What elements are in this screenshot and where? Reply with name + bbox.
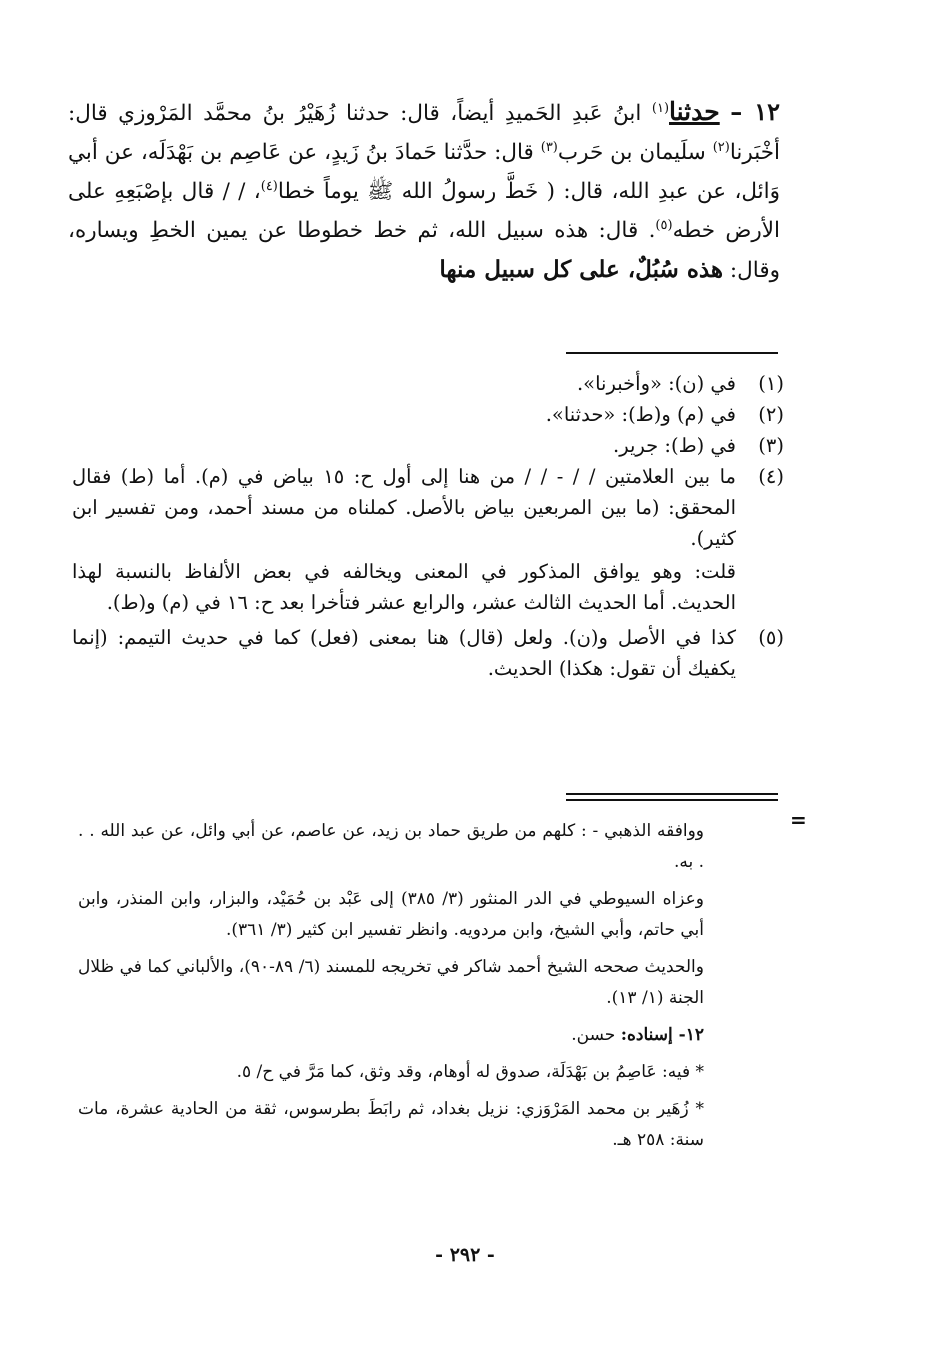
footnote-text: كذا في الأصل و(ن). ولعل (قال) هنا بمعنى (فعل) كما في حديث التيمم: (إنما يكفيك أن تقول: هكذا) الحديث. xyxy=(72,626,736,680)
footnote-3 xyxy=(72,430,784,461)
footnote-text-continued: قلت: وهو يوافق المذكور في المعنى ويخالفه في بعض الألفاظ بالنسبة لهذا الحديث. أما الحديث الثالث عشر، والرابع عشر فتأخرا بعد ح: ١٦ في (م) و(ط). xyxy=(72,560,736,614)
footnote-text: في (ن): «وأخبرنا». xyxy=(576,372,736,395)
hadith-segment-1: ابنُ عَبدِ الحَميدِ أيضاً، قال: حدثنا زُهَيْرُ بنُ محمَّد المَرْوزي قال: أخْبَرنا xyxy=(68,101,781,165)
narrator-note: * فيه: عَاصِمُ بن بَهْدَلَة، صدوق له أوهام، وقد وثق، كما مَرَّ في ح/ ٥. xyxy=(236,1062,704,1082)
isnad-grade: حسن. xyxy=(571,1025,621,1045)
hadith-segment-4: ، / / قال بإصْبَعِهِ على الأرض خطه xyxy=(68,179,780,243)
continuation-mark: = xyxy=(790,808,807,832)
footnote-marker-3[interactable]: (٣) xyxy=(540,139,558,155)
page-number: - ٢٩٢ - xyxy=(435,1244,495,1266)
footnote-marker-2[interactable]: (٢) xyxy=(712,139,730,155)
footnote-4 xyxy=(72,461,784,618)
footnote-text: في (ط): جرير. xyxy=(613,434,736,457)
footnote-number: (٤) xyxy=(758,465,784,488)
hadith-text xyxy=(68,92,780,290)
footnote-marker-5[interactable]: (٥) xyxy=(655,217,673,233)
commentary xyxy=(78,816,704,1162)
narrator-note: * زُهَير بن محمد المَرْوَزي: نزيل بغداد، ثم رابَطَ بطرسوس، ثقة من الحادية عشرة، مات سنة: ٢٥٨ هـ. xyxy=(78,1099,704,1150)
footnote-body xyxy=(72,461,736,618)
hadith-segment-2: سلَيمان بن حَرب xyxy=(557,140,713,165)
commentary-paragraph: والحديث صححه الشيخ أحمد شاكر في تخريجه للمسند (٦/ ٨٩-٩٠)، والألباني كما في ظلال الجنة (١/ ١٣). xyxy=(78,957,704,1008)
footnote-number: (٢) xyxy=(758,403,784,426)
hadith-segment-3: قال: حدَّثنا حَمادَ بنُ زَيدٍ، عن عَاصِم بن بَهْدَلَه، عن أبي وَائل، عن عبدِ الله، قال: ( خَطَّ رسولُ الله ﷺ يوماً خطا xyxy=(68,140,781,204)
isnad-line xyxy=(78,1020,704,1051)
footnote-text: ما بين العلامتين / / - / / من هنا إلى أول ح: ١٥ بياض في (م). أما (ط) فقال المحقق: (ما بين المربعين بياض بالأصل. كملناه من مسند أحمد، ومن تفسير ابن كثير). xyxy=(72,465,736,550)
footnote-marker-1[interactable]: (١) xyxy=(651,100,670,116)
footnote-1 xyxy=(72,368,784,399)
footnote-separator xyxy=(566,352,778,354)
footnote-number: (٥) xyxy=(758,626,784,649)
commentary-separator-bottom xyxy=(566,799,778,801)
footnote-number: (١) xyxy=(758,372,784,395)
footnote-text: في (م) و(ط): «حدثنا». xyxy=(545,403,736,426)
footnote-2 xyxy=(72,399,784,430)
haddathana-word: حدثنا xyxy=(669,97,720,126)
footnote-marker-4[interactable]: (٤) xyxy=(260,178,278,194)
commentary-paragraph: وعزاه السيوطي في الدر المنثور (٣/ ٣٨٥) إلى عَبْد بن حُمَيْد، والبزار، وابن المنذر، وابن أبي حاتم، وأبي الشيخ، وابن مردويه. وانظر تفسير ابن كثير (٣/ ٣٦١). xyxy=(78,889,705,940)
footnote-number: (٣) xyxy=(758,434,784,457)
hadith-emphasis: هذه سُبُلٌ، على كل سبيل منها xyxy=(439,256,724,283)
commentary-paragraph: ووافقه الذهبي - : كلهم من طريق حماد بن زيد، عن عاصم، عن أبي وائل، عن عبد الله . . . به. xyxy=(78,821,704,872)
hadith-number: ١٢ – xyxy=(730,97,780,126)
footnote-5 xyxy=(72,622,784,684)
commentary-separator-top xyxy=(566,793,778,795)
hadith-segment-5: . قال: هذه سبيل الله، ثم خط خطوطا عن يمين الخطِ ويساره، وقال: xyxy=(68,218,780,283)
isnad-label: ١٢- إسناده: xyxy=(620,1025,704,1045)
footnotes xyxy=(72,368,784,684)
